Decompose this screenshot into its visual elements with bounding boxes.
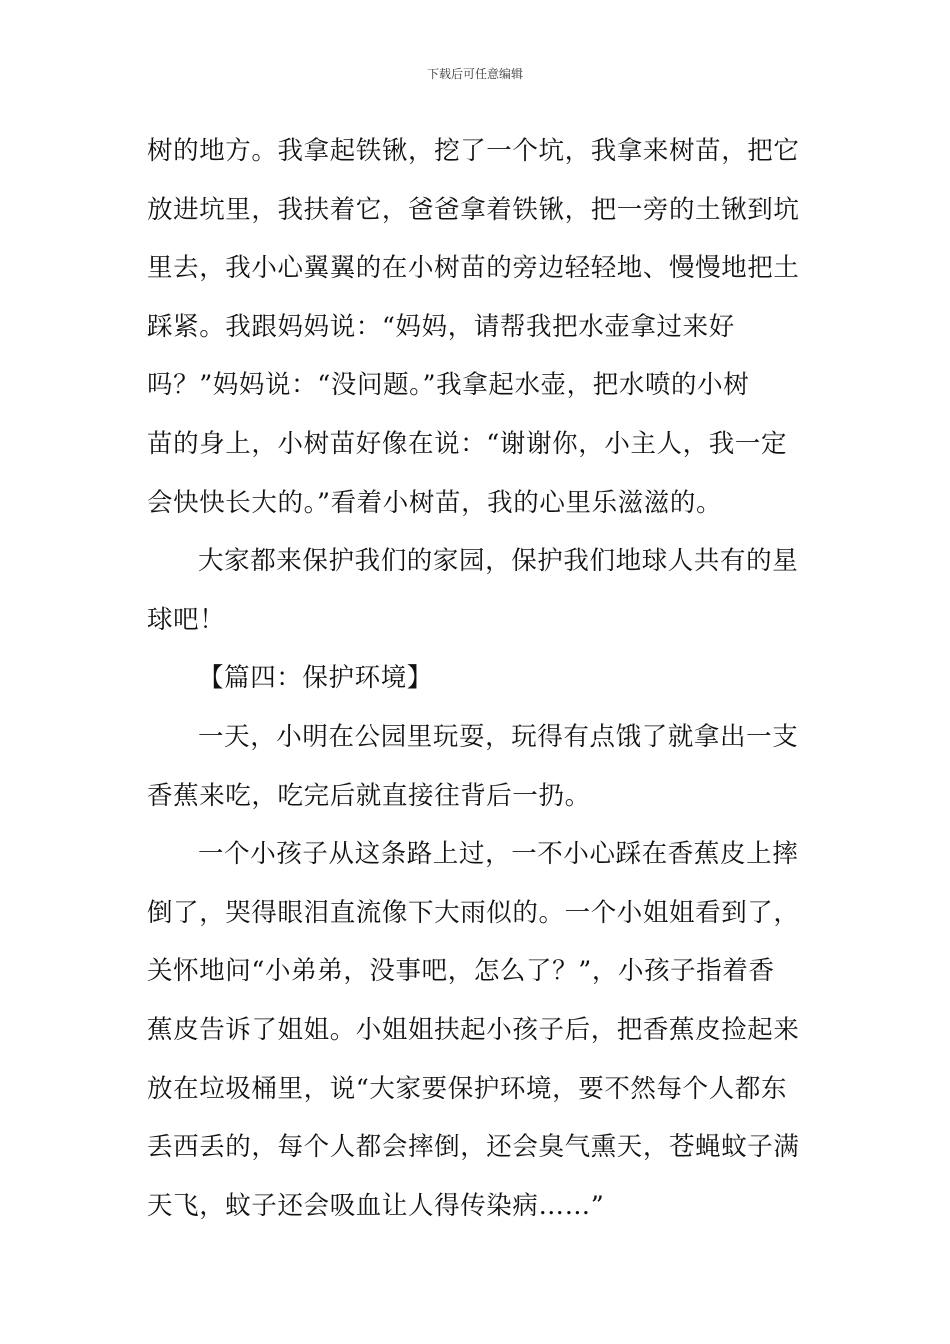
- text-line: 一天，小明在公园里玩耍，玩得有点饿了就拿出一支: [198, 721, 799, 752]
- paragraph: [147, 708, 807, 825]
- text-line: 【篇四：保护环境】: [198, 663, 433, 694]
- body-text: [147, 122, 807, 1235]
- text-line: 倒了，哭得眼泪直流像下大雨似的。一个小姐姐看到了，: [147, 897, 800, 928]
- text-line: 里去，我小心翼翼的在小树苗的旁边轻轻地、慢慢地把土: [147, 253, 800, 284]
- text-line: 放进坑里，我扶着它，爸爸拿着铁锹，把一旁的土锹到坑: [147, 194, 800, 225]
- text-line: 大家都来保护我们的家园，保护我们地球人共有的星: [198, 546, 799, 577]
- paragraph: [147, 532, 807, 649]
- text-line: 踩紧。我跟妈妈说：“妈妈，请帮我把水壶拿过来好: [147, 311, 735, 342]
- text-line: 天飞，蚊子还会吸血让人得传染病……”: [147, 1190, 605, 1221]
- text-line: 放在垃圾桶里，说“大家要保护环境，要不然每个人都东: [147, 1073, 788, 1104]
- text-line: 一个小孩子从这条路上过，一不小心踩在香蕉皮上摔: [198, 839, 799, 870]
- text-line: 树的地方。我拿起铁锹，挖了一个坑，我拿来树苗，把它: [147, 136, 800, 166]
- text-line: 丢西丢的，每个人都会摔倒，还会臭气熏天，苍蝇蚊子满: [147, 1132, 800, 1163]
- text-line: 球吧！: [147, 604, 226, 635]
- text-line: 关怀地问“小弟弟，没事吧，怎么了？”，小孩子指着香: [147, 956, 775, 987]
- page-header: 下载后可任意编辑: [426, 67, 523, 81]
- text-line: 香蕉来吃，吃完后就直接往背后一扔。: [147, 780, 591, 811]
- section-heading: [147, 649, 807, 708]
- text-line: 苗的身上，小树苗好像在说：“谢谢你，小主人，我一定: [147, 428, 788, 459]
- paragraph: [147, 122, 807, 532]
- text-line: 会快快长大的。”看着小树苗，我的心里乐滋滋的。: [147, 487, 723, 518]
- text-line: 吗？”妈妈说：“没问题。”我拿起水壶，把水喷的小树: [147, 370, 750, 401]
- paragraph: [147, 825, 807, 1235]
- text-line: 蕉皮告诉了姐姐。小姐姐扶起小孩子后，把香蕉皮捡起来: [147, 1014, 800, 1045]
